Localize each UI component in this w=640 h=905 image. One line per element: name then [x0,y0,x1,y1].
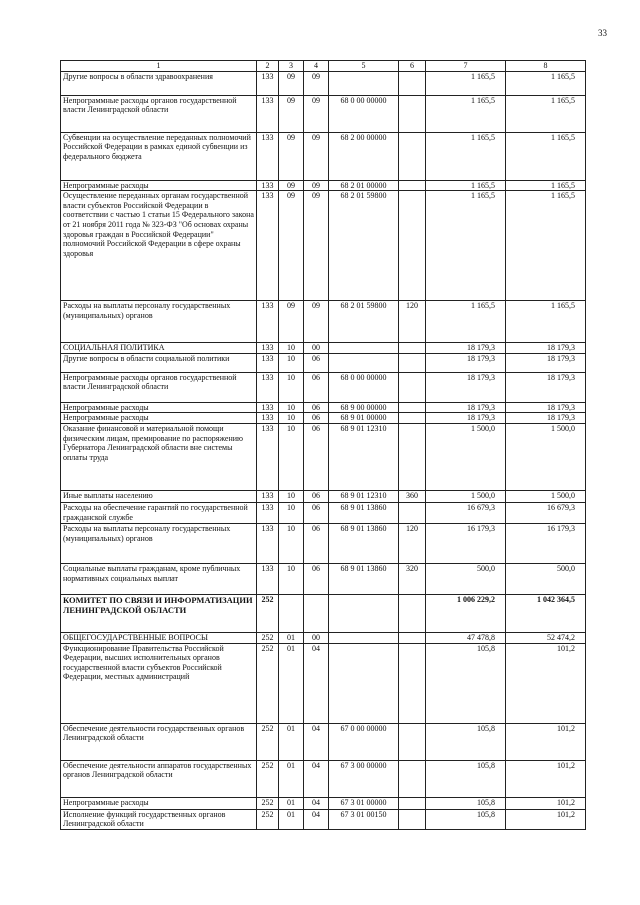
table-row [61,809,586,829]
row-ved-code: 252 [257,760,279,797]
row-target-code: 68 2 01 59800 [329,301,399,343]
row-subsection-code: 00 [304,632,329,643]
row-expense-type [399,372,426,402]
row-amount-year1: 16 179,3 [426,523,506,563]
header-col-7: 7 [426,61,506,72]
row-expense-type [399,723,426,760]
row-target-code: 67 3 01 00150 [329,809,399,829]
row-expense-type [399,402,426,413]
row-subsection-code: 06 [304,402,329,413]
row-name: Оказание финансовой и материальной помощи физическим лицам, премирование по распоряжению Губернатора Ленинградской области вне системы оплаты труда [61,423,257,490]
row-expense-type: 320 [399,563,426,594]
row-ved-code: 133 [257,180,279,191]
row-subsection-code: 09 [304,132,329,180]
row-name: Другие вопросы в области социальной политики [61,353,257,372]
row-subsection-code: 04 [304,797,329,809]
row-amount-year1: 1 165,5 [426,180,506,191]
row-ved-code: 133 [257,372,279,402]
row-amount-year2: 1 165,5 [506,301,586,343]
row-amount-year1: 1 165,5 [426,191,506,301]
row-amount-year2: 101,2 [506,797,586,809]
row-ved-code: 133 [257,132,279,180]
table-row [61,372,586,402]
row-amount-year1: 18 179,3 [426,372,506,402]
row-name: Осуществление переданных органам государственной власти субъектов Российской Федерации в соответствии с частью 1 статьи 15 Федерального закона от 21 ноября 2011 года № 323-ФЗ "Об основах охраны здоровья граждан в Российской Федерации" полномочий Российской Федерации в сфере охраны здоровья [61,191,257,301]
row-expense-type: 120 [399,301,426,343]
row-amount-year1: 1 165,5 [426,71,506,95]
table-row [61,523,586,563]
row-amount-year2: 101,2 [506,643,586,723]
row-subsection-code: 06 [304,523,329,563]
row-subsection-code: 09 [304,301,329,343]
row-subsection-code: 04 [304,809,329,829]
table-row [61,343,586,354]
row-expense-type [399,95,426,132]
row-name: Непрограммные расходы [61,797,257,809]
row-amount-year2: 101,2 [506,760,586,797]
row-section-code: 10 [279,423,304,490]
row-target-code [329,643,399,723]
row-amount-year1: 18 179,3 [426,343,506,354]
row-subsection-code: 09 [304,180,329,191]
row-ved-code: 252 [257,594,279,632]
table-row [61,563,586,594]
row-subsection-code: 06 [304,563,329,594]
row-amount-year2: 18 179,3 [506,402,586,413]
table-row [61,353,586,372]
row-ved-code: 133 [257,353,279,372]
row-amount-year2: 1 500,0 [506,490,586,502]
row-section-code: 01 [279,797,304,809]
row-ved-code: 252 [257,643,279,723]
row-subsection-code: 06 [304,353,329,372]
row-target-code: 67 3 00 00000 [329,760,399,797]
row-amount-year2: 18 179,3 [506,372,586,402]
row-subsection-code: 06 [304,502,329,523]
row-name: Непрограммные расходы [61,413,257,424]
row-subsection-code: 09 [304,71,329,95]
row-name: Функционирование Правительства Российской Федерации, высших исполнительных органов государственной власти субъектов Российской Федерации, местных администраций [61,643,257,723]
row-amount-year1: 105,8 [426,643,506,723]
row-expense-type [399,132,426,180]
row-section-code: 01 [279,643,304,723]
row-target-code: 68 9 01 13860 [329,563,399,594]
row-name: Иные выплаты населению [61,490,257,502]
row-expense-type: 120 [399,523,426,563]
row-expense-type [399,632,426,643]
row-expense-type [399,594,426,632]
table-row [61,301,586,343]
row-expense-type [399,809,426,829]
row-amount-year1: 1 006 229,2 [426,594,506,632]
header-col-1: 1 [61,61,257,72]
row-amount-year2: 1 165,5 [506,132,586,180]
row-section-code: 10 [279,413,304,424]
header-row [61,61,586,72]
row-ved-code: 252 [257,723,279,760]
table-row [61,760,586,797]
row-section-code: 10 [279,502,304,523]
row-ved-code: 133 [257,343,279,354]
row-amount-year2: 18 179,3 [506,353,586,372]
budget-table [60,60,586,830]
row-name: Непрограммные расходы [61,180,257,191]
row-amount-year2: 18 179,3 [506,343,586,354]
row-amount-year2: 1 042 364,5 [506,594,586,632]
row-ved-code: 133 [257,402,279,413]
row-target-code: 68 9 01 13860 [329,523,399,563]
row-section-code: 09 [279,301,304,343]
row-target-code [329,71,399,95]
row-expense-type [399,353,426,372]
row-section-code: 09 [279,132,304,180]
row-amount-year2: 1 165,5 [506,95,586,132]
row-section-code: 10 [279,372,304,402]
row-section-code: 01 [279,632,304,643]
header-col-6: 6 [399,61,426,72]
row-amount-year2: 18 179,3 [506,413,586,424]
row-subsection-code: 04 [304,760,329,797]
row-amount-year2: 1 165,5 [506,191,586,301]
header-col-4: 4 [304,61,329,72]
row-amount-year2: 101,2 [506,809,586,829]
row-section-code: 09 [279,191,304,301]
table-row [61,423,586,490]
row-ved-code: 252 [257,797,279,809]
row-name: КОМИТЕТ ПО СВЯЗИ И ИНФОРМАТИЗАЦИИ ЛЕНИНГРАДСКОЙ ОБЛАСТИ [61,594,257,632]
row-target-code [329,343,399,354]
row-amount-year2: 1 500,0 [506,423,586,490]
row-amount-year2: 16 179,3 [506,523,586,563]
row-target-code [329,632,399,643]
row-expense-type [399,797,426,809]
row-expense-type [399,502,426,523]
row-name: Другие вопросы в области здравоохранения [61,71,257,95]
row-amount-year2: 500,0 [506,563,586,594]
row-amount-year1: 18 179,3 [426,413,506,424]
row-ved-code: 133 [257,563,279,594]
table-row [61,594,586,632]
row-expense-type: 360 [399,490,426,502]
row-section-code [279,594,304,632]
row-name: Исполнение функций государственных органов Ленинградской области [61,809,257,829]
row-section-code: 10 [279,353,304,372]
row-name: СОЦИАЛЬНАЯ ПОЛИТИКА [61,343,257,354]
row-target-code: 67 3 01 00000 [329,797,399,809]
row-expense-type [399,643,426,723]
row-ved-code: 133 [257,191,279,301]
row-name: Непрограммные расходы органов государственной власти Ленинградской области [61,95,257,132]
row-ved-code: 133 [257,490,279,502]
row-amount-year1: 1 165,5 [426,95,506,132]
row-amount-year2: 52 474,2 [506,632,586,643]
row-amount-year1: 47 478,8 [426,632,506,643]
row-subsection-code: 00 [304,343,329,354]
row-amount-year1: 18 179,3 [426,402,506,413]
row-ved-code: 133 [257,301,279,343]
row-target-code: 68 9 01 12310 [329,423,399,490]
row-subsection-code [304,594,329,632]
row-target-code: 68 0 00 00000 [329,372,399,402]
row-ved-code: 133 [257,423,279,490]
row-section-code: 09 [279,95,304,132]
row-section-code: 10 [279,402,304,413]
table-row [61,643,586,723]
row-amount-year1: 105,8 [426,723,506,760]
table-row [61,402,586,413]
table-row [61,71,586,95]
row-subsection-code: 09 [304,95,329,132]
row-section-code: 09 [279,180,304,191]
row-amount-year2: 16 679,3 [506,502,586,523]
page-number: 33 [598,28,607,38]
row-target-code [329,594,399,632]
row-ved-code: 133 [257,71,279,95]
header-col-2: 2 [257,61,279,72]
row-subsection-code: 09 [304,191,329,301]
row-target-code [329,353,399,372]
row-amount-year2: 101,2 [506,723,586,760]
row-name: Непрограммные расходы [61,402,257,413]
row-target-code: 68 2 01 00000 [329,180,399,191]
row-section-code: 09 [279,71,304,95]
table-row [61,502,586,523]
row-target-code: 68 9 00 00000 [329,402,399,413]
row-name: Социальные выплаты гражданам, кроме публичных нормативных социальных выплат [61,563,257,594]
row-name: Обеспечение деятельности аппаратов государственных органов Ленинградской области [61,760,257,797]
row-subsection-code: 06 [304,490,329,502]
table-row [61,180,586,191]
row-name: Расходы на обеспечение гарантий по государственной гражданской службе [61,502,257,523]
row-target-code: 68 9 01 13860 [329,502,399,523]
row-ved-code: 133 [257,502,279,523]
row-target-code: 68 0 00 00000 [329,95,399,132]
row-expense-type [399,71,426,95]
row-amount-year1: 16 679,3 [426,502,506,523]
header-col-3: 3 [279,61,304,72]
table-row [61,490,586,502]
row-amount-year2: 1 165,5 [506,180,586,191]
row-expense-type [399,423,426,490]
row-target-code: 68 9 01 12310 [329,490,399,502]
row-ved-code: 133 [257,413,279,424]
row-section-code: 01 [279,760,304,797]
table-row [61,632,586,643]
row-expense-type [399,413,426,424]
row-amount-year1: 105,8 [426,809,506,829]
row-subsection-code: 06 [304,423,329,490]
row-section-code: 01 [279,809,304,829]
row-name: Расходы на выплаты персоналу государственных (муниципальных) органов [61,301,257,343]
row-amount-year1: 105,8 [426,797,506,809]
row-section-code: 10 [279,523,304,563]
row-amount-year1: 1 500,0 [426,423,506,490]
header-col-8: 8 [506,61,586,72]
row-name: ОБЩЕГОСУДАРСТВЕННЫЕ ВОПРОСЫ [61,632,257,643]
row-section-code: 10 [279,563,304,594]
row-section-code: 10 [279,490,304,502]
row-target-code: 68 2 00 00000 [329,132,399,180]
header-col-5: 5 [329,61,399,72]
row-amount-year1: 105,8 [426,760,506,797]
row-target-code: 68 2 01 59800 [329,191,399,301]
row-target-code: 67 0 00 00000 [329,723,399,760]
row-section-code: 01 [279,723,304,760]
row-section-code: 10 [279,343,304,354]
table-row [61,797,586,809]
row-ved-code: 252 [257,632,279,643]
table-row [61,413,586,424]
row-name: Расходы на выплаты персоналу государственных (муниципальных) органов [61,523,257,563]
row-expense-type [399,191,426,301]
table-row [61,191,586,301]
row-name: Субвенции на осуществление переданных полномочий Российской Федерации в рамках единой субвенции из федерального бюджета [61,132,257,180]
row-ved-code: 133 [257,523,279,563]
row-subsection-code: 04 [304,643,329,723]
table-row [61,723,586,760]
row-expense-type [399,180,426,191]
row-subsection-code: 04 [304,723,329,760]
row-ved-code: 133 [257,95,279,132]
row-amount-year1: 500,0 [426,563,506,594]
row-expense-type [399,343,426,354]
row-amount-year1: 18 179,3 [426,353,506,372]
row-subsection-code: 06 [304,372,329,402]
row-amount-year1: 1 500,0 [426,490,506,502]
row-amount-year2: 1 165,5 [506,71,586,95]
row-amount-year1: 1 165,5 [426,301,506,343]
row-target-code: 68 9 01 00000 [329,413,399,424]
row-subsection-code: 06 [304,413,329,424]
row-amount-year1: 1 165,5 [426,132,506,180]
row-ved-code: 252 [257,809,279,829]
row-name: Обеспечение деятельности государственных органов Ленинградской области [61,723,257,760]
table-row [61,95,586,132]
row-name: Непрограммные расходы органов государственной власти Ленинградской области [61,372,257,402]
row-expense-type [399,760,426,797]
table-row [61,132,586,180]
